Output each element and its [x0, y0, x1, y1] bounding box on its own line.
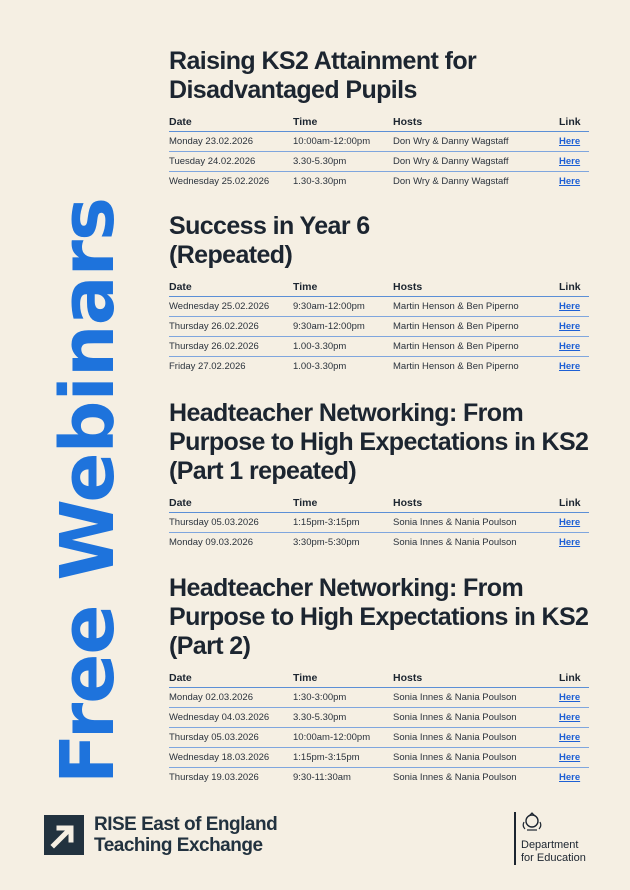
cell-hosts: Martin Henson & Ben Piperno [393, 296, 559, 316]
table-row [169, 727, 589, 747]
register-link[interactable]: Here [559, 711, 581, 723]
table-header-row [169, 492, 589, 512]
column-header-hosts: Hosts [393, 111, 559, 131]
cell-date: Friday 27.02.2026 [169, 360, 246, 372]
table-row [169, 356, 589, 376]
cell-time: 1:15pm-3:15pm [293, 512, 393, 532]
dfe-logo [514, 812, 594, 865]
cell-time: 3.30-5.30pm [293, 151, 393, 171]
table-row [169, 316, 589, 336]
section-title-line: (Part 1 repeated) [169, 457, 357, 485]
cell-link [559, 687, 589, 707]
cell-time: 10:00am-12:00pm [293, 131, 393, 151]
cell-hosts: Sonia Innes & Nania Poulson [393, 707, 559, 727]
section-title-line: Purpose to High Expectations in KS2 [169, 428, 589, 456]
section-title-line: Headteacher Networking: From [169, 574, 524, 602]
column-header-hosts: Hosts [393, 667, 559, 687]
cell-link [559, 151, 589, 171]
cell-time: 9:30-11:30am [293, 771, 351, 783]
table-header-row [169, 667, 589, 687]
cell-time: 3.30-5.30pm [293, 707, 393, 727]
cell-date: Wednesday 04.03.2026 [169, 707, 293, 727]
cell-date: Thursday 26.02.2026 [169, 336, 293, 356]
cell-hosts: Martin Henson & Ben Piperno [393, 316, 559, 336]
table-header-row [169, 276, 589, 296]
table-row [169, 687, 589, 707]
column-header-date: Date [169, 276, 293, 296]
webinar-section-ks2-attainment [169, 47, 589, 191]
cell-link [559, 747, 589, 767]
rise-arrow-icon [44, 815, 84, 855]
cell-date: Monday 23.02.2026 [169, 131, 293, 151]
section-title-line: Headteacher Networking: From [169, 399, 524, 427]
column-header-link: Link [559, 111, 589, 131]
column-header-date: Date [169, 492, 293, 512]
cell-date: Wednesday 25.02.2026 [169, 175, 270, 187]
cell-link [559, 532, 589, 552]
register-link[interactable]: Here [559, 320, 581, 332]
section-title [169, 399, 589, 486]
schedule-table [169, 492, 589, 552]
cell-time: 10:00am-12:00pm [293, 727, 393, 747]
column-header-time: Time [293, 111, 393, 131]
section-title-line: Purpose to High Expectations in KS2 [169, 603, 589, 631]
cell-hosts: Sonia Innes & Nania Poulson [393, 727, 559, 747]
register-link[interactable]: Here [559, 691, 581, 703]
section-title [169, 212, 589, 270]
cell-hosts: Don Wry & Danny Wagstaff [393, 151, 559, 171]
column-header-link: Link [559, 492, 589, 512]
schedule-table [169, 667, 589, 787]
cell-time: 1:15pm-3:15pm [293, 747, 393, 767]
register-link[interactable]: Here [559, 360, 581, 372]
cell-link [559, 767, 589, 787]
cell-date: Monday 09.03.2026 [169, 536, 253, 548]
cell-date: Wednesday 25.02.2026 [169, 296, 293, 316]
table-row [169, 707, 589, 727]
table-row [169, 747, 589, 767]
table-row [169, 171, 589, 191]
column-header-time: Time [293, 492, 393, 512]
table-row [169, 532, 589, 552]
register-link[interactable]: Here [559, 731, 581, 743]
webinar-section-headteacher-part2 [169, 574, 589, 787]
table-row [169, 131, 589, 151]
section-title-line: (Part 2) [169, 632, 251, 660]
cell-link [559, 512, 589, 532]
cell-link [559, 316, 589, 336]
table-row [169, 336, 589, 356]
register-link[interactable]: Here [559, 771, 581, 783]
cell-hosts: Don Wry & Danny Wagstaff [393, 131, 559, 151]
cell-time: 1.00-3.30pm [293, 360, 347, 372]
dfe-line2: for Education [521, 852, 586, 864]
column-header-time: Time [293, 276, 393, 296]
cell-hosts: Martin Henson & Ben Piperno [393, 360, 519, 372]
column-header-date: Date [169, 111, 293, 131]
column-header-date: Date [169, 667, 293, 687]
cell-time: 1.30-3.30pm [293, 175, 347, 187]
register-link[interactable]: Here [559, 751, 581, 763]
section-title-line: Disadvantaged Pupils [169, 76, 417, 104]
register-link[interactable]: Here [559, 516, 581, 528]
cell-link [559, 131, 589, 151]
cell-time: 1:30-3:00pm [293, 687, 393, 707]
register-link[interactable]: Here [559, 155, 581, 167]
schedule-table [169, 276, 589, 376]
table-row [169, 512, 589, 532]
cell-date: Monday 02.03.2026 [169, 687, 293, 707]
dfe-line1: Department [521, 839, 579, 851]
register-link[interactable]: Here [559, 135, 581, 147]
register-link[interactable]: Here [559, 175, 581, 187]
cell-time: 9:30am-12:00pm [293, 296, 393, 316]
table-row [169, 151, 589, 171]
table-row [169, 296, 589, 316]
section-title [169, 47, 589, 105]
cell-date: Thursday 05.03.2026 [169, 512, 293, 532]
cell-link [559, 727, 589, 747]
cell-time: 1.00-3.30pm [293, 336, 393, 356]
cell-hosts: Sonia Innes & Nania Poulson [393, 536, 517, 548]
column-header-link: Link [559, 276, 589, 296]
cell-hosts: Sonia Innes & Nania Poulson [393, 747, 559, 767]
cell-hosts: Don Wry & Danny Wagstaff [393, 175, 509, 187]
cell-hosts: Sonia Innes & Nania Poulson [393, 771, 517, 783]
section-title-line: Raising KS2 Attainment for [169, 47, 477, 75]
cell-link [559, 336, 589, 356]
cell-date: Thursday 26.02.2026 [169, 316, 293, 336]
section-title-line: (Repeated) [169, 241, 293, 269]
rise-name-line1: RISE East of England [94, 814, 278, 835]
side-title: Free Webinars [45, 197, 131, 785]
table-row [169, 767, 589, 787]
column-header-hosts: Hosts [393, 276, 559, 296]
cell-date: Wednesday 18.03.2026 [169, 747, 293, 767]
register-link[interactable]: Here [559, 340, 581, 352]
section-title-line: Success in Year 6 [169, 212, 370, 240]
cell-hosts: Sonia Innes & Nania Poulson [393, 512, 559, 532]
cell-date: Tuesday 24.02.2026 [169, 151, 293, 171]
column-header-hosts: Hosts [393, 492, 559, 512]
column-header-link: Link [559, 667, 589, 687]
side-title-wrapper [42, 196, 134, 786]
cell-date: Thursday 19.03.2026 [169, 771, 259, 783]
section-title [169, 574, 589, 661]
schedule-table [169, 111, 589, 191]
cell-link [559, 171, 589, 191]
webinar-section-headteacher-part1 [169, 399, 589, 552]
royal-crest-icon [521, 812, 543, 832]
webinar-section-year6 [169, 212, 589, 376]
rise-logo [44, 814, 277, 856]
cell-hosts: Martin Henson & Ben Piperno [393, 336, 559, 356]
cell-date: Thursday 05.03.2026 [169, 727, 293, 747]
rise-name-line2: Teaching Exchange [94, 835, 263, 856]
cell-link [559, 356, 589, 376]
cell-link [559, 707, 589, 727]
register-link[interactable]: Here [559, 536, 581, 548]
cell-time: 9:30am-12:00pm [293, 316, 393, 336]
column-header-time: Time [293, 667, 393, 687]
cell-link [559, 296, 589, 316]
cell-time: 3:30pm-5:30pm [293, 536, 360, 548]
cell-hosts: Sonia Innes & Nania Poulson [393, 687, 559, 707]
table-header-row [169, 111, 589, 131]
register-link[interactable]: Here [559, 300, 581, 312]
